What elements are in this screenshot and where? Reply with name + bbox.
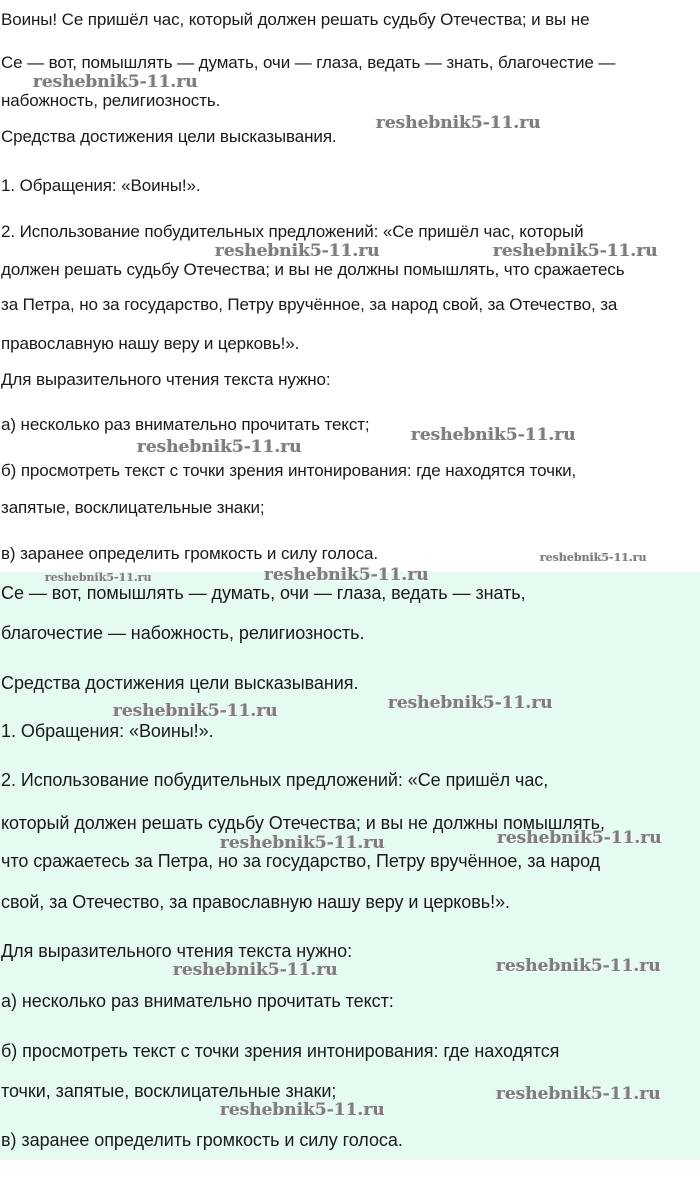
text-line: Воины! Се пришёл час, который должен решать судьбу Отечества; и вы не — [1, 10, 590, 29]
text-line: Се — вот, помышлять — думать, очи — глаза, ведать — знать, — [1, 583, 526, 603]
text-line: за Петра, но за государство, Петру вручённое, за народ свой, за Отечество, за — [1, 295, 618, 314]
text-line: 1. Обращения: «Воины!». — [1, 176, 201, 195]
watermark: reshebnik5-11.ru — [376, 113, 541, 133]
text-line: в) заранее определить громкость и силу голоса. — [1, 1130, 403, 1150]
text-line: 2. Использование побудительных предложений: «Се пришёл час, — [1, 770, 549, 790]
watermark: reshebnik5-11.ru — [497, 828, 662, 848]
text-line: а) несколько раз внимательно прочитать текст; — [1, 415, 370, 434]
watermark: reshebnik5-11.ru — [33, 72, 198, 92]
text-line: точки, запятые, восклицательные знаки; — [1, 1081, 337, 1101]
text-line: б) просмотреть текст с точки зрения интонирования: где находятся — [1, 1041, 560, 1061]
watermark: reshebnik5-11.ru — [496, 956, 661, 976]
watermark: reshebnik5-11.ru — [45, 571, 152, 584]
text-line: Средства достижения цели высказывания. — [1, 673, 359, 693]
text-line: Для выразительного чтения текста нужно: — [1, 941, 353, 961]
watermark: reshebnik5-11.ru — [220, 1100, 385, 1120]
text-line: в) заранее определить громкость и силу голоса. — [1, 544, 379, 563]
text-line: Для выразительного чтения текста нужно: — [1, 370, 331, 389]
text-line: Се — вот, помышлять — думать, очи — глаза, ведать — знать, благочестие — — [1, 53, 616, 72]
text-line: православную нашу веру и церковь!». — [1, 334, 300, 353]
text-line: благочестие — набожность, религиозность. — [1, 623, 365, 643]
watermark: reshebnik5-11.ru — [113, 701, 278, 721]
text-line: запятые, восклицательные знаки; — [1, 498, 265, 517]
text-line: который должен решать судьбу Отечества; и вы не должны помышлять, — [1, 813, 605, 833]
watermark: reshebnik5-11.ru — [496, 1084, 661, 1104]
watermark: reshebnik5-11.ru — [215, 241, 380, 261]
text-line: а) несколько раз внимательно прочитать текст: — [1, 991, 394, 1011]
text-line: свой, за Отечество, за православную нашу веру и церковь!». — [1, 892, 510, 912]
watermark: reshebnik5-11.ru — [173, 960, 338, 980]
watermark: reshebnik5-11.ru — [264, 565, 429, 585]
text-line: б) просмотреть текст с точки зрения интонирования: где находятся точки, — [1, 461, 577, 480]
watermark: reshebnik5-11.ru — [411, 425, 576, 445]
watermark: reshebnik5-11.ru — [388, 693, 553, 713]
watermark: reshebnik5-11.ru — [137, 437, 302, 457]
watermark: reshebnik5-11.ru — [220, 833, 385, 853]
text-line: должен решать судьбу Отечества; и вы не должны помышлять, что сражаетесь — [1, 260, 625, 279]
text-line: 2. Использование побудительных предложений: «Се пришёл час, который — [1, 222, 584, 241]
text-line: что сражаетесь за Петра, но за государство, Петру вручённое, за народ — [1, 851, 601, 871]
text-line: 1. Обращения: «Воины!». — [1, 721, 214, 741]
text-line: набожность, религиозность. — [1, 91, 221, 110]
watermark: reshebnik5-11.ru — [493, 241, 658, 261]
text-line: Средства достижения цели высказывания. — [1, 127, 337, 146]
watermark: reshebnik5-11.ru — [540, 551, 647, 564]
